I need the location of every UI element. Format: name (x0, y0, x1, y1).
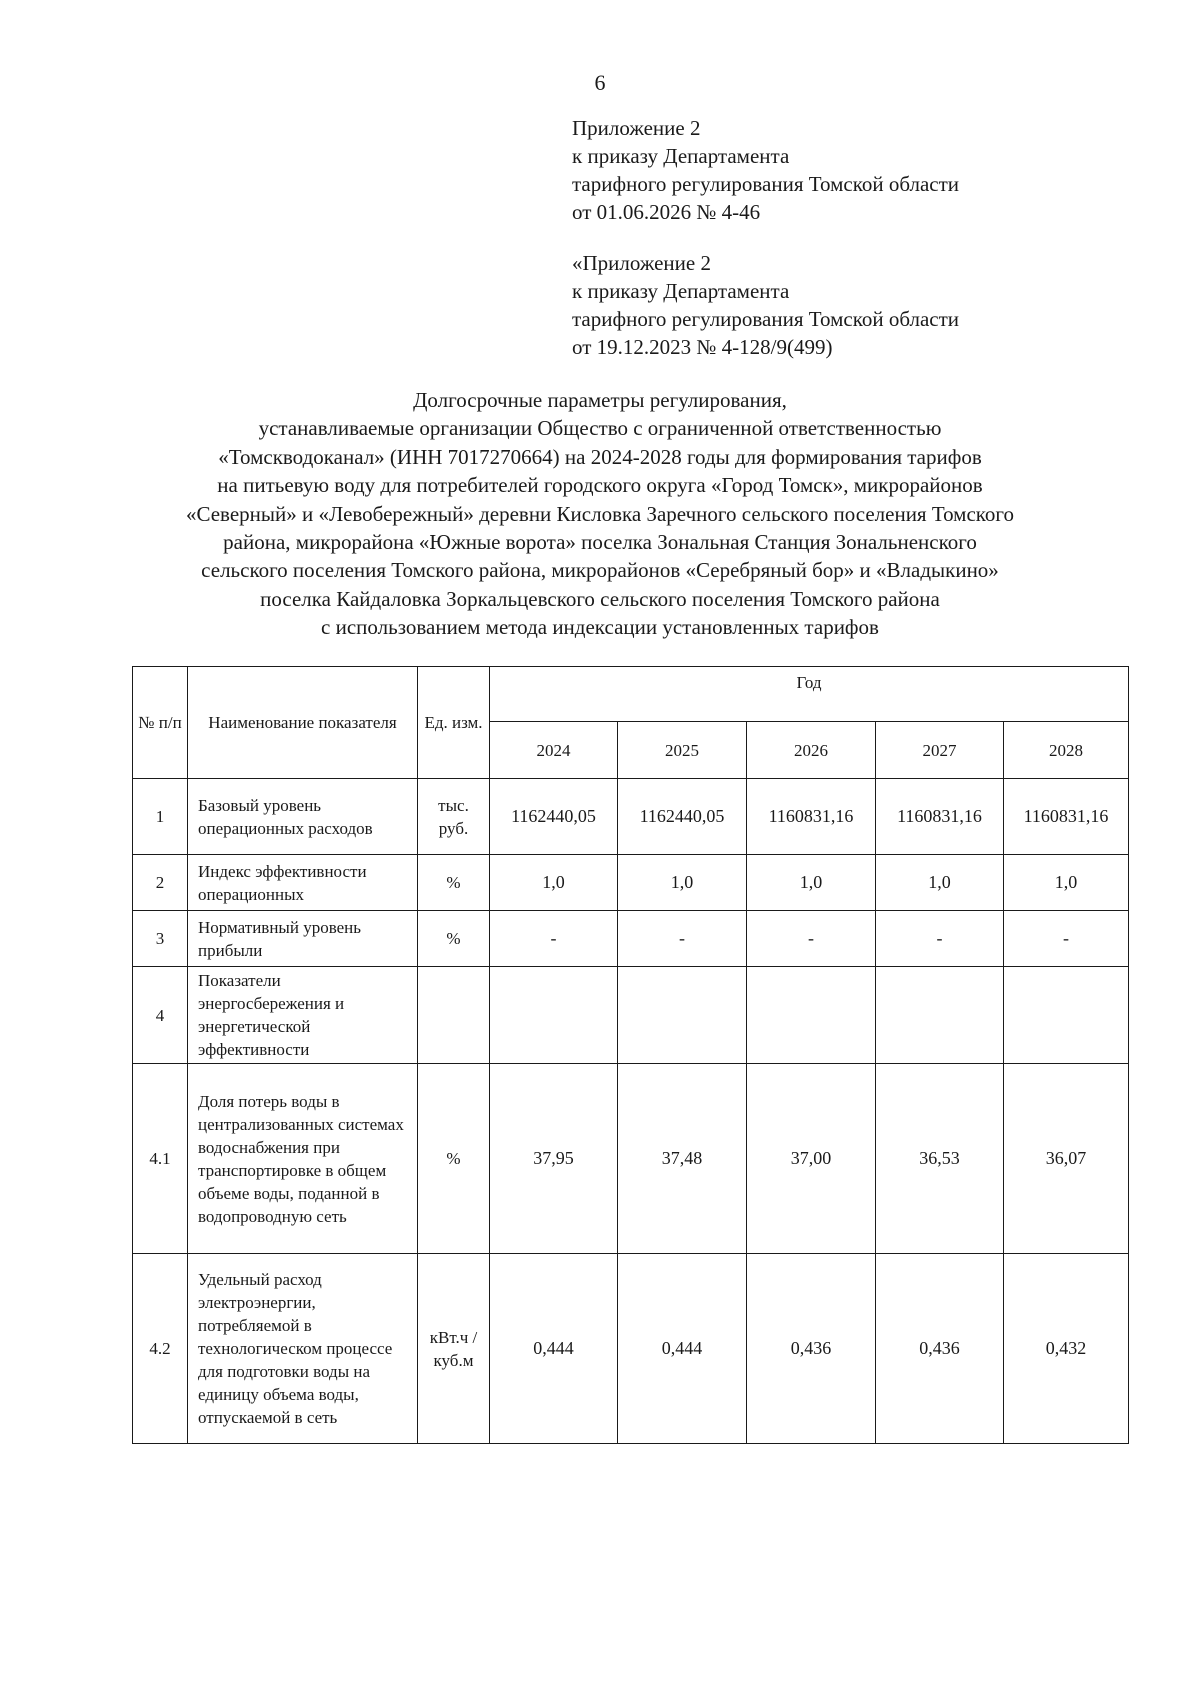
title-line: поселка Кайдаловка Зоркальцевского сельского поселения Томского района (260, 586, 940, 611)
row-name: Показатели энергосбережения и энергетической эффективности (188, 967, 418, 1064)
row-value: - (1004, 911, 1129, 967)
row-value: - (618, 911, 747, 967)
row-value: - (490, 911, 618, 967)
header-year: 2028 (1004, 722, 1129, 779)
row-value: 1,0 (876, 855, 1004, 911)
table-row (133, 855, 1129, 911)
title-line: Долгосрочные параметры регулирования, (413, 388, 787, 412)
table-header-row (133, 667, 1129, 722)
header-name: Наименование показателя (188, 667, 418, 779)
row-number: 4.1 (133, 1064, 188, 1254)
row-value: 1,0 (747, 855, 876, 911)
appendix-line: к приказу Департамента (572, 144, 790, 168)
row-name: Нормативный уровень прибыли (188, 911, 418, 967)
row-number: 4 (133, 967, 188, 1064)
table-row (133, 911, 1129, 967)
row-value: 1160831,16 (876, 779, 1004, 855)
row-value: 1160831,16 (747, 779, 876, 855)
table-row (133, 967, 1129, 1064)
row-value: 1162440,05 (490, 779, 618, 855)
row-number: 3 (133, 911, 188, 967)
row-value: 36,07 (1004, 1064, 1129, 1254)
row-value: - (747, 911, 876, 967)
row-value (876, 967, 1004, 1064)
row-unit: % (418, 911, 490, 967)
row-number: 4.2 (133, 1254, 188, 1444)
page-number: 6 (594, 70, 606, 95)
row-value: 1162440,05 (618, 779, 747, 855)
row-value: 1,0 (490, 855, 618, 911)
appendix-line: к приказу Департамента (572, 279, 790, 303)
row-name: Удельный расход электроэнергии, потребляемой в технологическом процессе для подготовки воды на единицу объема воды, отпускаемой в сеть (188, 1254, 418, 1444)
header-year: 2027 (876, 722, 1004, 779)
header-year-group: Год (490, 667, 1129, 722)
title-line: сельского поселения Томского района, микрорайонов «Серебряный бор» и «Владыкино» (201, 558, 999, 583)
row-number: 1 (133, 779, 188, 855)
appendix-line: от 19.12.2023 № 4-128/9(499) (572, 335, 833, 359)
row-value: 37,95 (490, 1064, 618, 1254)
appendix-previous-order (572, 249, 1172, 361)
row-name: Доля потерь воды в централизованных системах водоснабжения при транспортировке в общем объеме воды, поданной в водопроводную сеть (188, 1064, 418, 1254)
parameters-table (132, 666, 1129, 1444)
row-value: 37,48 (618, 1064, 747, 1254)
row-unit: кВт.ч / куб.м (418, 1254, 490, 1444)
title-line: «Томскводоканал» (ИНН 7017270664) на 2024-2028 годы для формирования тарифов (218, 444, 982, 469)
table-row (133, 1064, 1129, 1254)
row-value: 1160831,16 (1004, 779, 1129, 855)
appendix-line: тарифного регулирования Томской области (572, 307, 960, 331)
row-value (618, 967, 747, 1064)
row-unit: тыс. руб. (418, 779, 490, 855)
table-row (133, 779, 1129, 855)
row-value: 37,00 (747, 1064, 876, 1254)
header-year: 2026 (747, 722, 876, 779)
row-unit: % (418, 1064, 490, 1254)
row-value (490, 967, 618, 1064)
row-value: 0,436 (747, 1254, 876, 1444)
title-line: «Северный» и «Левобережный» деревни Кисловка Заречного сельского поселения Томского (185, 501, 1015, 526)
row-value (1004, 967, 1129, 1064)
row-value: 0,444 (490, 1254, 618, 1444)
row-number: 2 (133, 855, 188, 911)
header-number: № п/п (133, 667, 188, 779)
header-year: 2024 (490, 722, 618, 779)
header-year: 2025 (618, 722, 747, 779)
row-value: 1,0 (1004, 855, 1129, 911)
title-line: на питьевую воду для потребителей городского округа «Город Томск», микрорайонов (217, 473, 983, 498)
appendix-line: «Приложение 2 (572, 251, 711, 275)
row-name: Базовый уровень операционных расходов (188, 779, 418, 855)
row-value: - (876, 911, 1004, 967)
row-value: 36,53 (876, 1064, 1004, 1254)
row-value (747, 967, 876, 1064)
row-value: 0,432 (1004, 1254, 1129, 1444)
header-unit: Ед. изм. (418, 667, 490, 779)
title-line: устанавливаемые организации Общество с ограниченной ответственностью (258, 416, 942, 441)
title-line: с использованием метода индексации установленных тарифов (321, 615, 879, 640)
row-value: 1,0 (618, 855, 747, 911)
appendix-current-order (572, 114, 1172, 226)
row-value: 0,436 (876, 1254, 1004, 1444)
row-unit (418, 967, 490, 1064)
title-line: района, микрорайона «Южные ворота» поселка Зональная Станция Зональненского (223, 530, 977, 555)
row-value: 0,444 (618, 1254, 747, 1444)
document-title (100, 386, 1100, 642)
row-unit: % (418, 855, 490, 911)
appendix-line: тарифного регулирования Томской области (572, 172, 960, 196)
table-row (133, 1254, 1129, 1444)
appendix-line: Приложение 2 (572, 116, 701, 140)
appendix-line: от 01.06.2026 № 4-46 (572, 200, 761, 224)
row-name: Индекс эффективности операционных (188, 855, 418, 911)
